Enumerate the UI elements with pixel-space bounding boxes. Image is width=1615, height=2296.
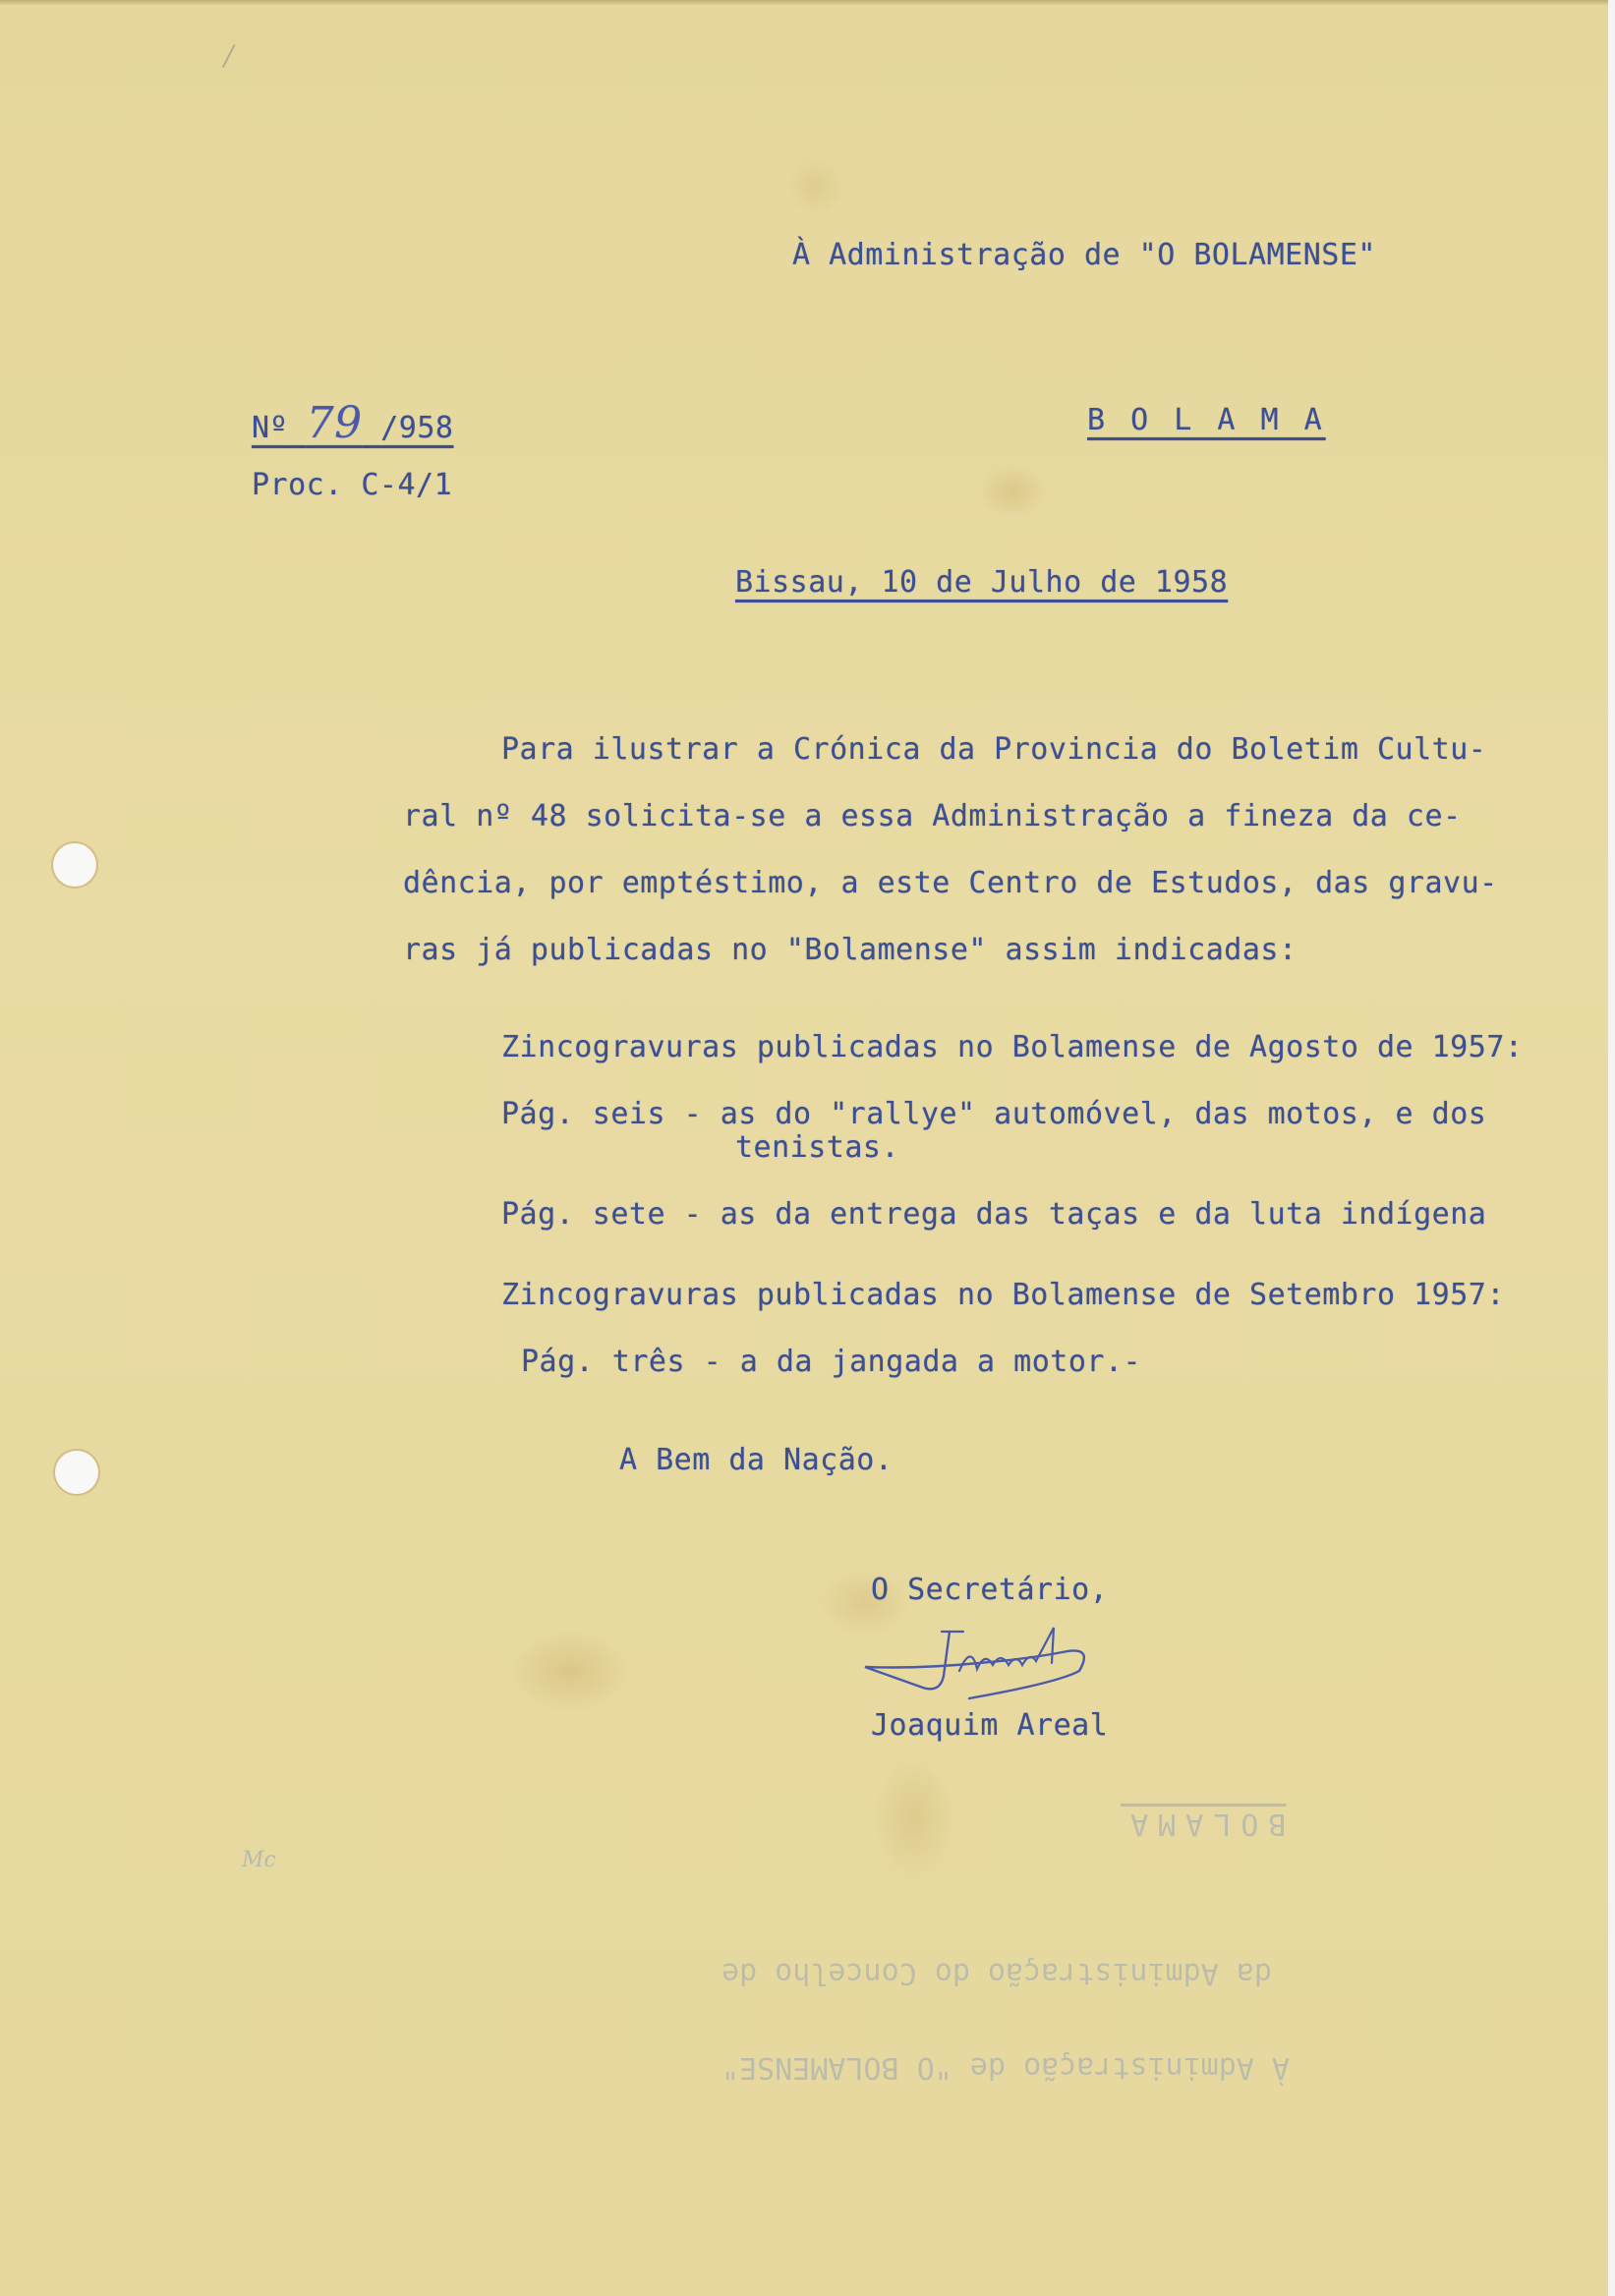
reference-number [252, 398, 454, 448]
body-line: dência, por emptéstimo, a este Centro de Estudos, das gravu- [403, 866, 1498, 900]
reference-prefix: Nº [252, 411, 289, 445]
closing: A Bem da Nação. [619, 1443, 894, 1477]
list-item-continuation: tenistas. [735, 1130, 900, 1165]
punch-hole-bottom [55, 1451, 98, 1494]
body-line: ral nº 48 solicita-se a essa Administração a fineza da ce- [403, 799, 1462, 833]
september-heading: Zincogravuras publicadas no Bolamense de Setembro 1957: [501, 1278, 1505, 1312]
august-heading: Zincogravuras publicadas no Bolamense de Agosto de 1957: [501, 1030, 1524, 1064]
bleed-through-addressee: À Administração de "O BOLAMENSE" [721, 2050, 1290, 2085]
destination: B O L A M A [1087, 403, 1326, 437]
margin-mark: Mc [242, 1848, 276, 1872]
reference-year: /958 [380, 411, 454, 445]
place-date: Bissau, 10 de Julho de 1958 [735, 565, 1229, 600]
addressee: À Administração de "O BOLAMENSE" [792, 238, 1376, 272]
process-reference: Proc. C-4/1 [252, 468, 453, 502]
bleed-through-line: da Administração do Concelho de [721, 1956, 1272, 1990]
reference-handwritten-number: 79 [306, 398, 363, 448]
signature-title: O Secretário, [871, 1573, 1109, 1607]
list-item: Pág. três - a da jangada a motor.- [521, 1345, 1142, 1379]
list-item: Pág. seis - as do "rallye" automóvel, das motos, e dos [501, 1097, 1487, 1131]
list-item: Pág. sete - as da entrega das taças e da luta indígena [501, 1197, 1487, 1232]
body-line: Para ilustrar a Crónica da Provincia do Boletim Cultu- [501, 732, 1487, 767]
body-line: ras já publicadas no "Bolamense" assim indicadas: [403, 933, 1298, 967]
punch-hole-top [53, 843, 96, 887]
bleed-through-destination: BOLAMA [1121, 1807, 1287, 1841]
pencil-mark: / [224, 39, 234, 72]
signatory-name: Joaquim Areal [871, 1708, 1109, 1743]
handwritten-signature [861, 1622, 1146, 1700]
signature-scribble-icon [861, 1622, 1146, 1700]
